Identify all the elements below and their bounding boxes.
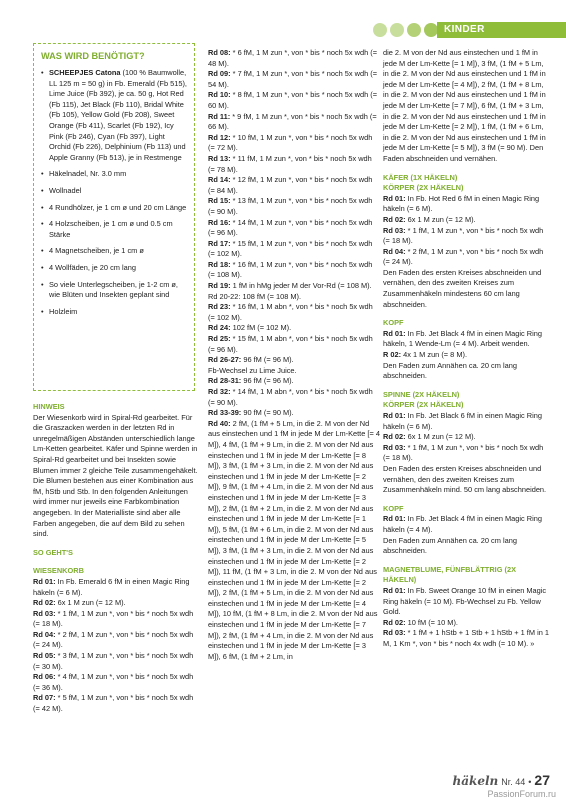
- row-label: Rd 07:: [33, 693, 56, 703]
- footer-bullet: •: [528, 777, 532, 788]
- paragraph: Der Wiesenkorb wird in Spiral-Rd gearbeitet. Für die Graszacken werden in der letzten Rd in unregelmäßigen Abständen unterschiedlich lange Lm-Ketten gearbeitet. Käfer und Spinne werden in Spiral-Rd gearbeitet und bei Insekten sowie Blumen immer 2 gleiche Teile zusammengehäkelt. Die Blumen bestehen aus einer Kombination aus fM, hStb und Stb. In den folgenden Anleitungen wird immer nur jeweils eine Farbkombination angegeben. In der Materialliste sind aber alle Farben angegeben, die auf dem Bild zu sehen sind.: [33, 412, 198, 539]
- instruction-row: [208, 175, 380, 196]
- row-label: Rd 02:: [383, 432, 406, 442]
- header-dot: [407, 23, 421, 37]
- row-text: * 16 fM, 1 M abn *, von * bis * noch 5x wdh (= 102 M).: [208, 302, 373, 322]
- materials-title: WAS WIRD BENÖTIGT?: [41, 51, 145, 61]
- instruction-row: [208, 69, 380, 90]
- instruction-row: [33, 651, 198, 672]
- instruction-row: [208, 260, 380, 281]
- list-item: • 4 Magnetscheiben, je 1 cm ø: [41, 246, 188, 257]
- instruction-row: [208, 90, 380, 111]
- row-label: Rd 04:: [33, 629, 56, 639]
- header-dots: [373, 23, 438, 37]
- row-text: In Fb. Emerald 6 fM in einen Magic Ring häkeln (= 6 M).: [33, 576, 190, 597]
- section-heading: KÄFER (1X HÄKELN): [383, 172, 458, 182]
- instruction-row: [208, 133, 380, 154]
- list-item: • 4 Rundhölzer, je 1 cm ø und 20 cm Länge: [41, 203, 188, 214]
- row-label: Rd 01:: [383, 411, 406, 420]
- instruction-row: [208, 112, 380, 133]
- header-dot: [390, 23, 404, 37]
- row-text: * 12 fM, 1 M zun *, von * bis * noch 5x wdh (= 84 M).: [208, 175, 373, 195]
- row-label: Rd 08:: [208, 48, 231, 57]
- instruction-row: [208, 154, 380, 175]
- list-item: • 4 Wollfäden, je 20 cm lang: [41, 263, 188, 274]
- row-label: Rd 01:: [383, 193, 406, 203]
- row-label: Rd 24:: [208, 323, 231, 333]
- row-label: Rd 14:: [208, 175, 231, 185]
- instruction-row: [33, 630, 198, 651]
- row-label: Rd 09:: [208, 69, 231, 79]
- row-text: * 1 fM, 1 M zun *, von * bis * noch 5x wdh (= 18 M).: [383, 225, 544, 246]
- text-column-3: [383, 48, 549, 649]
- instruction-row: [208, 376, 380, 387]
- row-text: * 10 fM, 1 M zun *, von * bis * noch 5x wdh (= 72 M).: [208, 132, 373, 153]
- row-text: 4x 1 M zun (= 8 M).: [403, 350, 468, 360]
- instruction-row: [208, 292, 380, 303]
- paragraph: Fb-Wechsel zu Lime Juice.: [208, 365, 297, 375]
- list-item: • Wollnadel: [41, 186, 188, 197]
- row-label: Rd 03:: [33, 608, 56, 618]
- instruction-row: [33, 609, 198, 630]
- page-footer: [452, 772, 550, 789]
- row-text: * 16 fM, 1 M zun *, von * bis * noch 5x wdh (= 108 M).: [208, 259, 373, 280]
- section-heading: KOPF: [383, 318, 404, 328]
- row-text: * 5 fM, 1 M zun *, von * bis * noch 5x wdh (= 42 M).: [33, 693, 194, 714]
- instruction-row: [383, 350, 549, 361]
- row-text: * 13 fM, 1 M zun *, von * bis * noch 5x wdh (= 90 M).: [208, 196, 373, 216]
- row-label: Rd 32:: [208, 387, 231, 396]
- instruction-row: [208, 196, 380, 217]
- instruction-row: [383, 247, 549, 268]
- row-label: Rd 05:: [33, 651, 56, 661]
- materials-box: [33, 43, 195, 391]
- row-label: Rd 02:: [383, 214, 406, 224]
- row-text: 90 fM (= 90 M).: [243, 408, 294, 418]
- paragraph: Den Faden zum Annähen ca. 20 cm lang abschneiden.: [383, 360, 517, 381]
- row-text: Rd 20-22: 108 fM (= 108 M).: [208, 291, 302, 301]
- section-heading: KÖRPER (2X HÄKELN): [383, 183, 464, 193]
- row-text: * 11 fM, 1 M zun *, von * bis * noch 5x wdh (= 78 M).: [208, 153, 372, 174]
- row-text: 6x 1 M zun (= 12 M).: [407, 432, 476, 442]
- instruction-row: [208, 355, 380, 366]
- row-label: Rd 19:: [208, 281, 231, 291]
- instruction-row: [383, 618, 549, 629]
- instruction-row: [383, 628, 549, 649]
- instruction-row: [208, 48, 380, 69]
- row-label: Rd 15:: [208, 196, 231, 206]
- instruction-row: [33, 598, 198, 609]
- list-item: • Häkelnadel, Nr. 3.0 mm: [41, 169, 188, 180]
- row-text: In Fb. Jet Black 4 fM in einen Magic Ring häkeln (= 4 M).: [383, 514, 542, 534]
- row-label: Rd 03:: [383, 628, 406, 638]
- row-label: Rd 03:: [383, 225, 406, 235]
- magazine-logo: häkeln: [452, 774, 499, 789]
- row-label: Rd 12:: [208, 132, 231, 142]
- row-label: Rd 23:: [208, 302, 231, 312]
- header-dot: [373, 23, 387, 37]
- row-label: Rd 13:: [208, 153, 231, 163]
- instruction-row: [383, 432, 549, 443]
- paragraph: Den Faden des ersten Kreises abschneiden und vernähen, den des zweiten Kreises zum Zusammenhäkeln mindestens 60 cm lang abschneiden.: [383, 267, 542, 309]
- row-text: 102 fM (= 102 M).: [232, 323, 292, 333]
- row-text: * 9 fM, 1 M zun *, von * bis * noch 5x wdh (= 66 M).: [208, 111, 377, 132]
- row-text: * 2 fM, 1 M zun *, von * bis * noch 5x wdh (= 24 M).: [33, 629, 194, 650]
- row-text: 1 fM in hMg jeder M der Vor-Rd (= 108 M).: [232, 281, 372, 291]
- instruction-row: [383, 329, 549, 350]
- row-label: Rd 28-31:: [208, 376, 242, 386]
- row-text: * 1 fM, 1 M zun *, von * bis * noch 5x wdh (= 18 M).: [383, 442, 544, 463]
- yarn-brand: SCHEEPJES Catona: [49, 68, 121, 77]
- row-label: Rd 01:: [33, 576, 56, 586]
- watermark: PassionForum.ru: [487, 789, 556, 800]
- materials-list: [41, 68, 188, 317]
- text-column-1: [33, 402, 198, 715]
- instruction-row: [383, 514, 549, 535]
- row-text: In Fb. Sweet Orange 10 fM in einen Magic Ring häkeln (= 10 M). Fb-Wechsel zu Fb. Yellow Gold.: [383, 585, 547, 617]
- list-item: • 4 Holzscheiben, je 1 cm ø und 0.5 cm Stärke: [41, 219, 188, 240]
- section-heading: HINWEIS: [33, 402, 65, 411]
- page-number: 27: [534, 772, 550, 789]
- header-dot: [424, 23, 438, 37]
- instruction-row: [208, 419, 380, 663]
- instruction-row: [33, 693, 198, 714]
- section-heading: KÖRPER (2X HÄKELN): [383, 400, 464, 410]
- instruction-row: [383, 411, 549, 432]
- instruction-row: [208, 218, 380, 239]
- list-item: • So viele Unterlegscheiben, je 1-2 cm ø, wie Blüten und Insekten geplant sind: [41, 280, 188, 301]
- row-label: Rd 10:: [208, 90, 231, 100]
- instruction-row: [208, 334, 380, 355]
- row-text: 10 fM (= 10 M).: [407, 617, 458, 627]
- row-text: * 1 fM, 1 M zun *, von * bis * noch 5x wdh (= 18 M).: [33, 608, 194, 629]
- row-label: Rd 18:: [208, 259, 231, 269]
- instruction-row: [383, 226, 549, 247]
- instruction-row: [383, 586, 549, 618]
- row-text: In Fb. Hot Red 6 fM in einen Magic Ring häkeln (= 6 M).: [383, 193, 540, 214]
- row-text: 2 fM, (1 fM + 5 Lm, in die 2. M von der Nd aus einstechen und 1 fM in jede M der Lm-Kette [= 4 M]), 4 fM, (1 fM + 9 Lm, in die 2. M von der Nd aus einstechen und 1 fM in jede M der Lm-Kette [= 8 M]), 3 fM, (1 fM + 3 Lm, in die 2. M von der Nd aus einstechen und 1 fM in jede M der Lm-Kette [= 2 M]), 9 fM, (1 fM + 4 Lm, in die 2. M von der Nd aus einstechen und 1 fM in jede M der Lm-Kette [= 3 M]), 2 fM, (1 fM + 2 Lm, in die 2. M von der Nd aus einstechen und 1 fM in jede M der Lm-Kette [= 1 M]), 5 fM, (1 fM + 6 Lm, in die 2. M von der Nd aus einstechen und 1 fM in jede M der Lm-Kette [= 5 M]), 3 fM, (1 fM + 3 Lm, in die 2. M von der Nd aus einstechen und 1 fM in jede M der Lm-Kette [= 2 M]), 11 fM, (1 fM + 3 Lm, in die 2. M von der Nd aus einstechen und 1 fM in jede M der Lm-Kette [= 2 M]), 2 fM, (1 fM + 5 Lm, in die 2. M von der Nd aus einstechen und 1 fM in jede M der Lm-Kette [= 4 M]), 10 fM, (1 fM + 8 Lm, in die 2. M von der Nd aus einstechen und 1 fM in jede M der Lm-Kette [= 7 M]), 2 fM, (1 fM + 4 Lm, in die 2. M von der Nd aus einstechen und 1 fM in jede M der Lm-Kette [= 3 M]), 6 fM, (1 fM + 2 Lm, in: [208, 418, 380, 661]
- instruction-row: [208, 408, 380, 419]
- section-heading: SO GEHT'S: [33, 547, 73, 557]
- row-text: * 3 fM, 1 M zun *, von * bis * noch 5x wdh (= 30 M).: [33, 651, 194, 671]
- instruction-row: [208, 239, 380, 260]
- section-heading: WIESENKORB: [33, 566, 84, 576]
- row-label: Rd 11:: [208, 111, 231, 121]
- instruction-row: [33, 672, 198, 693]
- row-text: * 7 fM, 1 M zun *, von * bis * noch 5x wdh (= 54 M).: [208, 69, 378, 89]
- section-heading: MAGNETBLUME, FÜNFBLÄTTRIG (2X HÄKELN): [383, 564, 517, 585]
- row-label: Rd 16:: [208, 217, 231, 227]
- row-text: 6x 1 M zun (= 12 M).: [407, 214, 476, 224]
- row-label: Rd 01:: [383, 514, 406, 524]
- row-label: Rd 33-39:: [208, 408, 242, 418]
- row-label: Rd 25:: [208, 334, 231, 344]
- row-text: * 4 fM, 1 M zun *, von * bis * noch 5x wdh (= 36 M).: [33, 672, 194, 692]
- paragraph: Den Faden des ersten Kreises abschneiden und vernähen, den des zweiten Kreises zum Zusammenhäkeln mind. 50 cm lang abschneiden.: [383, 463, 547, 495]
- paragraph: Den Faden zum Annähen ca. 20 cm lang abschneiden.: [383, 535, 517, 556]
- materials-yarn: [41, 68, 188, 163]
- row-text: * 15 fM, 1 M abn *, von * bis * noch 5x wdh (= 96 M).: [208, 334, 373, 354]
- row-text: * 2 fM, 1 M zun *, von * bis * noch 5x wdh (= 24 M).: [383, 246, 544, 267]
- instruction-row: [33, 577, 198, 598]
- instruction-row: [383, 215, 549, 226]
- row-label: Rd 01:: [383, 585, 406, 595]
- row-text: 96 fM (= 96 M).: [243, 355, 294, 365]
- row-text: * 15 fM, 1 M zun *, von * bis * noch 5x wdh (= 102 M).: [208, 238, 373, 259]
- row-text: 6x 1 M zun (= 12 M).: [57, 598, 126, 608]
- row-label: Rd 01:: [383, 328, 406, 338]
- instruction-row: [208, 281, 380, 292]
- instruction-row: [208, 323, 380, 334]
- row-label: Rd 26-27:: [208, 355, 242, 365]
- row-text: In Fb. Jet Black 6 fM in einen Magic Ring häkeln (= 6 M).: [383, 411, 542, 431]
- yarn-details: (100 % Baumwolle, LL 125 m = 50 g) in Fb. Emerald (Fb 515), Lime Juice (Fb 392), je ca. 50 g, Hot Red (Fb 115), Jet Black (Fb 110), Bridal White (Fb 105), Yellow Gold (Fb 208), Sweet Orange (Fb 411), Scarlet (Fb 192), Icy Pink (Fb 246), Cyan (Fb 397), Light Orchid (Fb 226), Delphinium (Fb 113) und Apple Granny (Fb 513), je in Restmenge: [49, 68, 187, 162]
- instruction-row: [383, 194, 549, 215]
- text-column-2: [208, 48, 380, 662]
- row-label: Rd 03:: [383, 442, 406, 452]
- row-label: Rd 02:: [33, 598, 56, 608]
- section-tab: KINDER: [437, 22, 566, 38]
- row-text: * 1 fM + 1 hStb + 1 Stb + 1 hStb + 1 fM in 1 M, 1 Km *, von * bis * noch 4x wdh (= 10 M). »: [383, 628, 549, 648]
- row-text: * 14 fM, 1 M abn *, von * bis * noch 5x wdh (= 90 M).: [208, 387, 373, 407]
- paragraph: die 2. M von der Nd aus einstechen und 1 fM in jede M der Lm-Kette [= 1 M]), 3 fM, (1 fM + 5 Lm, in die 2. M von der Nd aus einstechen und 1 fM in jede M der Lm-Kette [= 4 M]), 2 fM, (1 fM + 8 Lm, in die 2. M von der Nd aus einstechen und 1 fM in jede M der Lm-Kette [= 7 M]), 6 fM, (1 fM + 3 Lm, in die 2. M von der Nd aus einstechen und 1 fM in jede M der Lm-Kette [= 2 M]), 1 fM, (1 fM + 6 Lm, in die 2. M von der Nd aus einstechen und 1 fM in jede M der Lm-Kette [= 5 M]), 3 fM (= 90 M). Den Faden abschneiden und vernähen.: [383, 48, 546, 163]
- row-label: R 02:: [383, 350, 402, 360]
- row-text: * 14 fM, 1 M zun *, von * bis * noch 5x wdh (= 96 M).: [208, 217, 373, 238]
- row-label: Rd 17:: [208, 238, 231, 248]
- section-heading: SPINNE (2X HÄKELN): [383, 389, 460, 399]
- section-heading: KOPF: [383, 503, 404, 513]
- row-label: Rd 40:: [208, 418, 231, 428]
- row-label: Rd 04:: [383, 246, 406, 256]
- row-text: 96 fM (= 96 M).: [243, 376, 294, 386]
- issue-number: Nr. 44: [501, 777, 526, 788]
- instruction-row: [383, 443, 549, 464]
- row-text: * 6 fM, 1 M zun *, von * bis * noch 5x wdh (= 48 M).: [208, 48, 378, 68]
- row-label: Rd 02:: [383, 617, 406, 627]
- instruction-row: [208, 387, 380, 408]
- row-label: Rd 06:: [33, 672, 56, 682]
- row-text: * 8 fM, 1 M zun *, von * bis * noch 5x wdh (= 60 M).: [208, 90, 378, 110]
- instruction-row: [208, 302, 380, 323]
- row-text: In Fb. Jet Black 4 fM in einen Magic Ring häkeln, 1 Wende-Lm (= 4 M). Arbeit wenden.: [383, 328, 542, 349]
- list-item: • Holzleim: [41, 307, 188, 318]
